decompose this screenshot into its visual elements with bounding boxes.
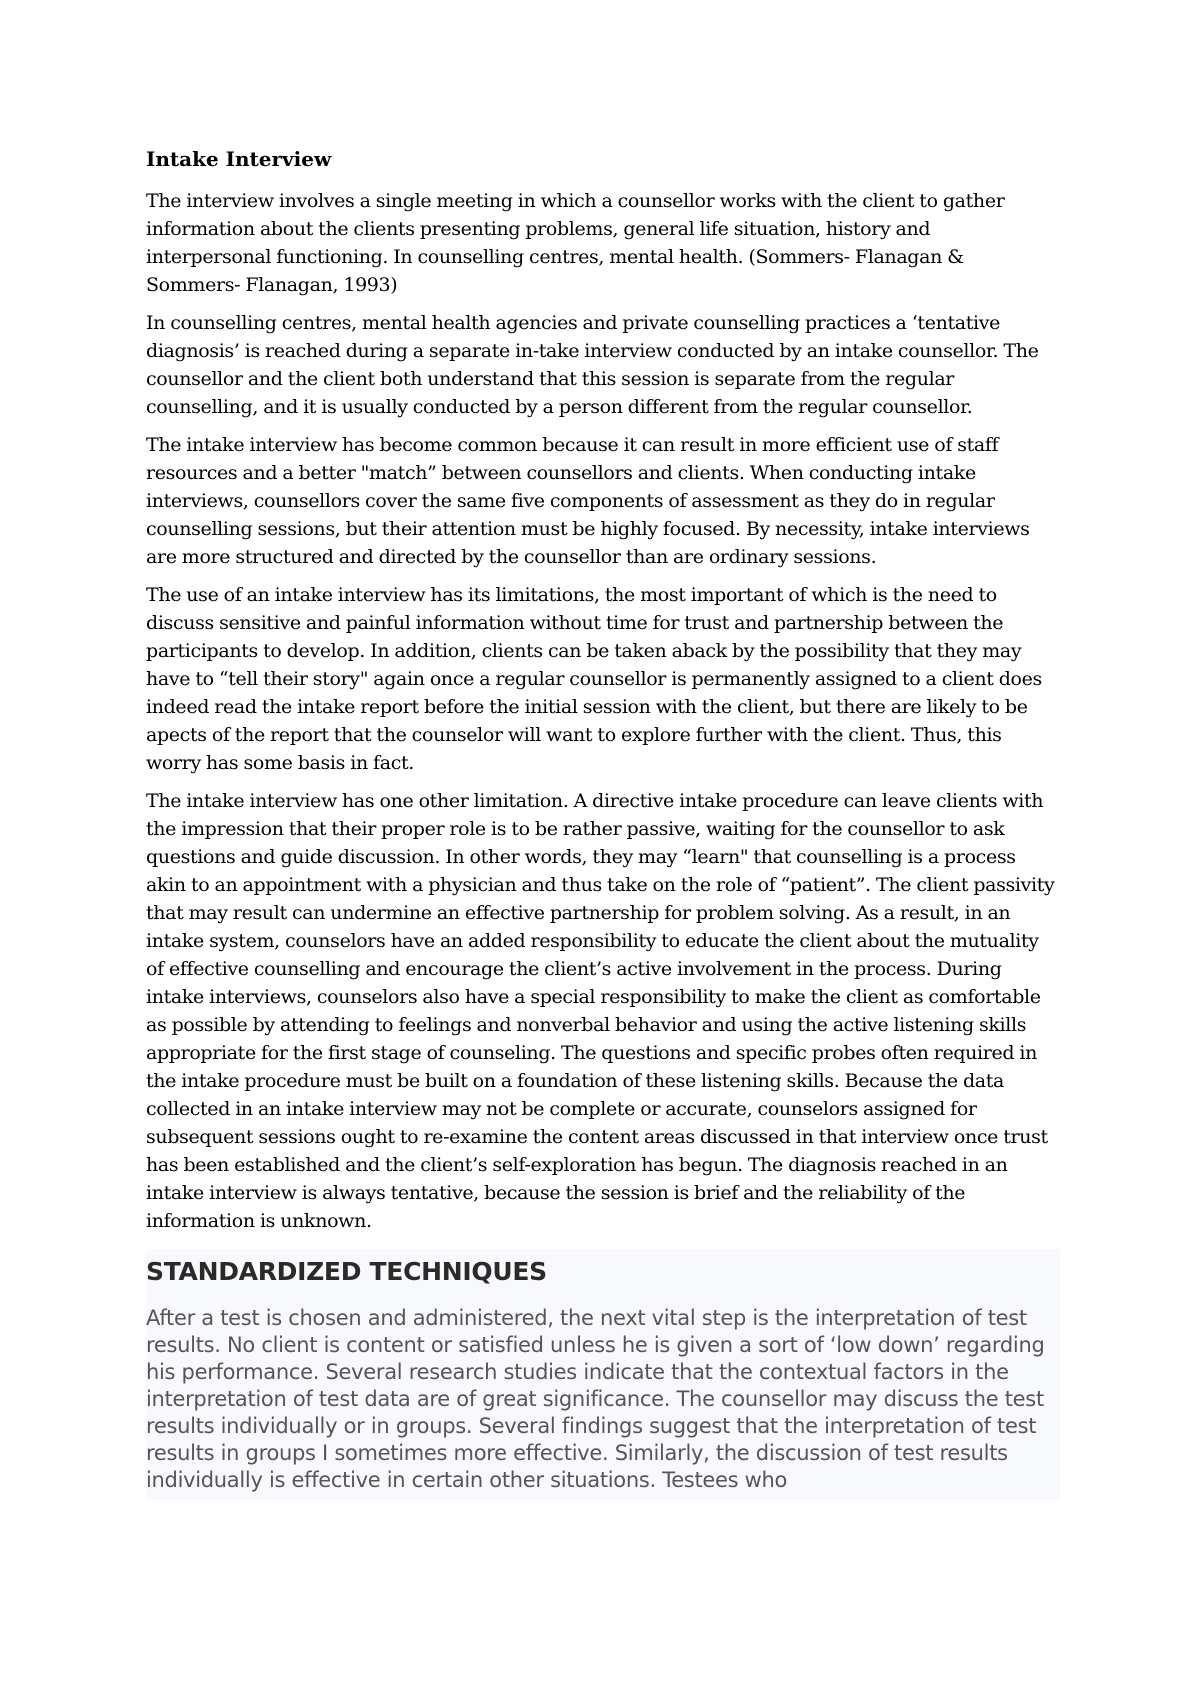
document-page <box>146 143 1060 1500</box>
paragraph-2: In counselling centres, mental health agencies and private counselling practices a ‘tentative diagnosis’ is reached during a separate in-take interview conducted by an intake counsellor. The counsellor and the client both understand that this session is separate from the regular counselling, and it is usually conducted by a person different from the regular counsellor. <box>146 312 1039 418</box>
section-heading: STANDARDIZED TECHNIQUES <box>146 1257 547 1286</box>
document-title: Intake Interview <box>146 147 332 171</box>
standardized-techniques-section <box>146 1249 1060 1500</box>
paragraph-4: The use of an intake interview has its limitations, the most important of which is the need to discuss sensitive and painful information without time for trust and partnership between the participants to develop. In addition, clients can be taken aback by the possibility that they may have to “tell their story" again once a regular counsellor is permanently assigned to a client does indeed read the intake report before the initial session with the client, but there are likely to be apects of the report that the counselor will want to explore further with the client. Thus, this worry has some basis in fact. <box>146 584 1042 774</box>
section-paragraph: After a test is chosen and administered, the next vital step is the interpretation of test results. No client is content or satisfied unless he is given a sort of ‘low down’ regarding his performance. Several research studies indicate that the contextual factors in the interpretation of test data are of great significance. The counsellor may discuss the test results individually or in groups. Several findings suggest that the interpretation of test results in groups I sometimes more effective. Similarly, the discussion of test results individually is effective in certain other situations. Testees who <box>146 1306 1045 1492</box>
paragraph-1: The interview involves a single meeting in which a counsellor works with the client to gather information about the clients presenting problems, general life situation, history and interpersonal functioning. In counselling centres, mental health. (Sommers- Flanagan & Sommers- Flanagan, 1993) <box>146 190 1005 296</box>
paragraph-3: The intake interview has become common because it can result in more efficient use of staff resources and a better "match” between counsellors and clients. When conducting intake interviews, counsellors cover the same five components of assessment as they do in regular counselling sessions, but their attention must be highly focused. By necessity, intake interviews are more structured and directed by the counsellor than are ordinary sessions. <box>146 434 1030 568</box>
paragraph-5: The intake interview has one other limitation. A directive intake procedure can leave clients with the impression that their proper role is to be rather passive, waiting for the counsellor to ask questions and guide discussion. In other words, they may “learn" that counselling is a process akin to an appointment with a physician and thus take on the role of “patient”. The client passivity that may result can undermine an effective partnership for problem solving. As a result, in an intake system, counselors have an added responsibility to educate the client about the mutuality of effective counselling and encourage the client’s active involvement in the process. During intake interviews, counselors also have a special responsibility to make the client as comfortable as possible by attending to feelings and nonverbal behavior and using the active listening skills appropriate for the first stage of counseling. The questions and specific probes often required in the intake procedure must be built on a foundation of these listening skills. Because the data collected in an intake interview may not be complete or accurate, counselors assigned for subsequent sessions ought to re-examine the content areas discussed in that interview once trust has been established and the client’s self-exploration has begun. The diagnosis reached in an intake interview is always tentative, because the session is brief and the reliability of the information is unknown. <box>146 790 1055 1232</box>
